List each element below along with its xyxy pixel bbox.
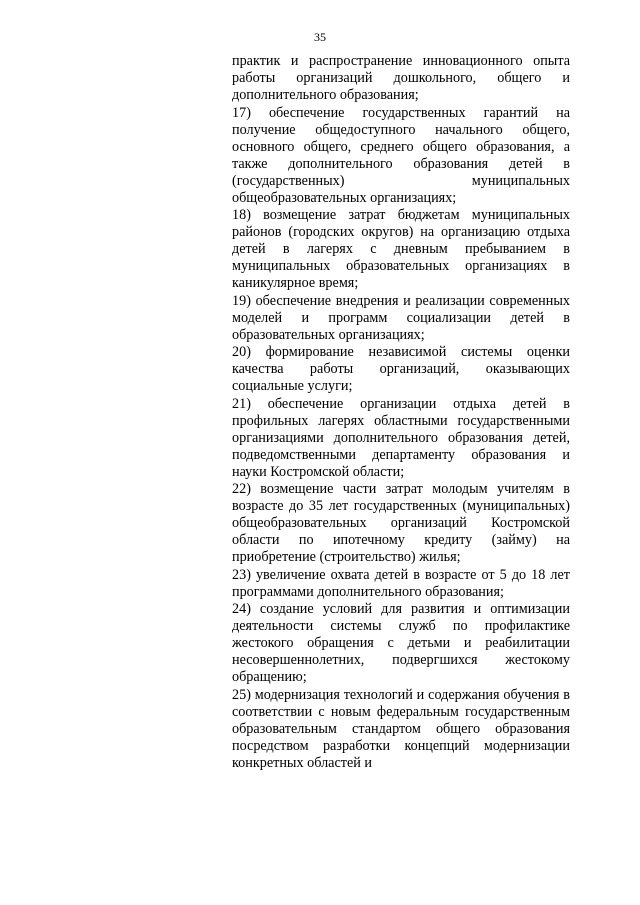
document-body: [232, 53, 570, 772]
paragraph-item-25: 25) модернизация технологий и содержания обучения в соответствии с новым федеральным государственным образовательным стандартом общего образования посредством разработки концепций модернизации конкретных областей и: [232, 686, 570, 771]
paragraph-item-22: 22) возмещение части затрат молодым учителям в возрасте до 35 лет государственных (муниципальных) общеобразовательных организаций Костромской области по ипотечному кредиту (займу) на приобретение (строительство) жилья;: [232, 481, 570, 565]
paragraph-item-23: 23) увеличение охвата детей в возрасте от 5 до 18 лет программами дополнительного образования;: [232, 566, 570, 600]
paragraph-item-17: 17) обеспечение государственных гарантий на получение общедоступного начального общего, основного общего, среднего общего образования, а также дополнительного образования детей в (государственных) муниципальных общеобразовательных организациях;: [232, 104, 570, 206]
page-number: 35: [314, 30, 326, 44]
paragraph-item-24: 24) создание условий для развития и оптимизации деятельности системы служб по профилактике жестокого обращения с детьми и реабилитации несовершеннолетних, подвергшихся жестокому обращению;: [232, 601, 570, 685]
paragraph-item-19: 19) обеспечение внедрения и реализации современных моделей и программ социализации детей в образовательных организациях;: [232, 292, 570, 343]
paragraph-item-20: 20) формирование независимой системы оценки качества работы организаций, оказывающих социальные услуги;: [232, 344, 570, 394]
paragraph-item-21: 21) обеспечение организации отдыха детей в профильных лагерях областными государственными организациями дополнительного образования детей, подведомственными департаменту образования и науки Костромской области;: [232, 395, 570, 480]
paragraph-continuation: практик и распространение инновационного опыта работы организаций дошкольного, общего и дополнительного образования;: [232, 53, 570, 103]
paragraph-item-18: 18) возмещение затрат бюджетам муниципальных районов (городских округов) на организацию отдыха детей в лагерях с дневным пребыванием в муниципальных образовательных организациях в каникулярное время;: [232, 207, 570, 291]
